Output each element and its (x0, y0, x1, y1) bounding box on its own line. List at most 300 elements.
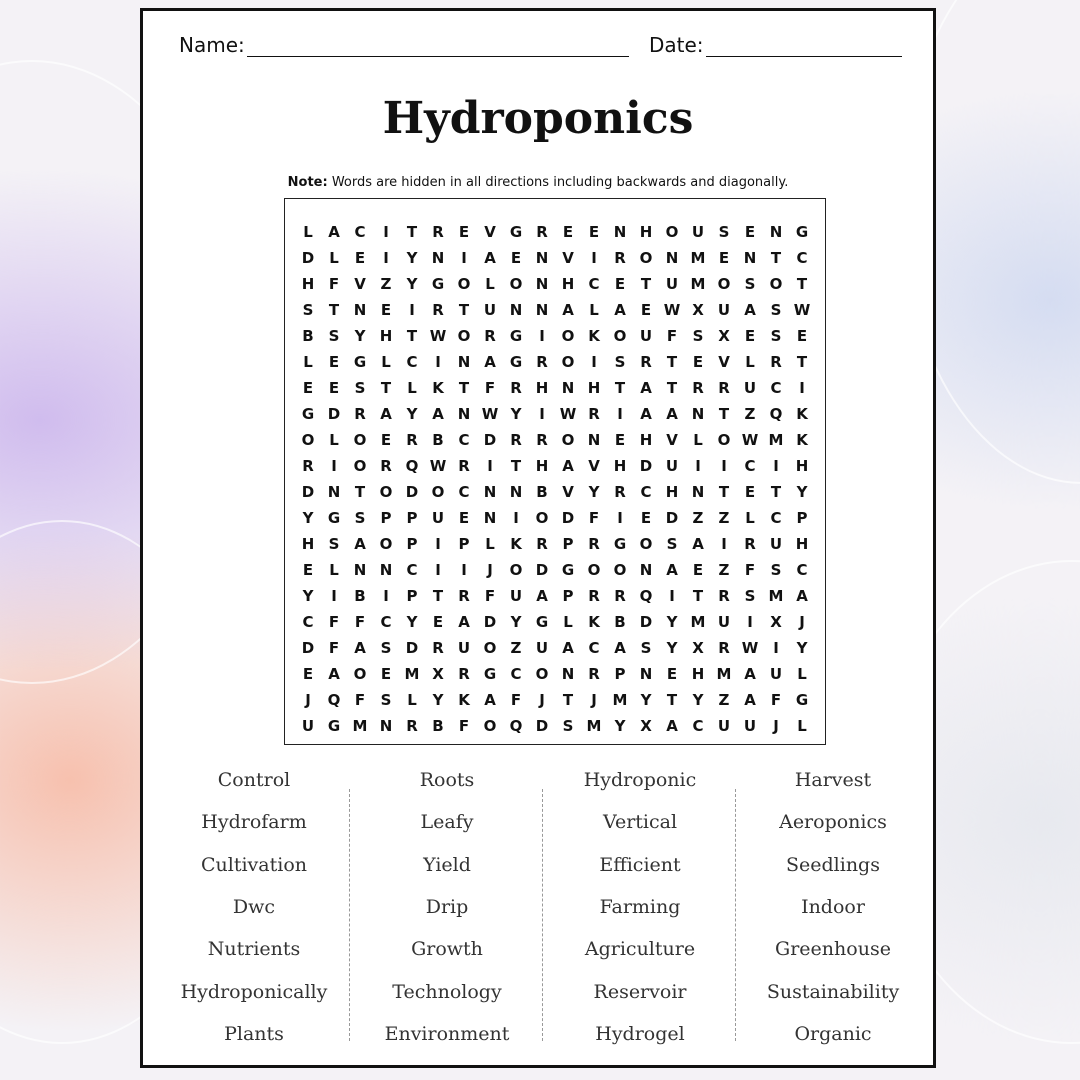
grid-letter[interactable]: T (406, 327, 418, 345)
grid-letter[interactable]: U (665, 457, 679, 475)
grid-letter[interactable]: G (327, 509, 341, 527)
grid-letter[interactable]: H (535, 379, 549, 397)
grid-letter[interactable]: E (614, 275, 626, 293)
grid-letter[interactable]: S (380, 639, 392, 657)
grid-letter[interactable]: B (432, 431, 444, 449)
grid-letter[interactable]: N (691, 483, 705, 501)
grid-letter[interactable]: C (692, 717, 704, 735)
grid-letter[interactable]: D (535, 561, 549, 579)
grid-letter[interactable]: Y (406, 405, 418, 423)
grid-letter[interactable]: I (383, 223, 389, 241)
grid-letter[interactable]: N (639, 561, 653, 579)
grid-letter[interactable]: L (745, 353, 755, 371)
grid-letter[interactable]: R (354, 405, 366, 423)
grid-letter[interactable]: Y (614, 717, 626, 735)
grid-letter[interactable]: O (717, 431, 731, 449)
grid-letter[interactable]: R (536, 535, 548, 553)
grid-letter[interactable]: E (744, 483, 756, 501)
grid-letter[interactable]: K (458, 691, 470, 709)
grid-letter[interactable]: A (640, 379, 652, 397)
grid-letter[interactable]: R (510, 431, 522, 449)
grid-letter[interactable]: E (744, 327, 756, 345)
grid-letter[interactable]: E (302, 561, 314, 579)
grid-letter[interactable]: R (588, 535, 600, 553)
grid-letter[interactable]: T (796, 275, 808, 293)
grid-letter[interactable]: N (379, 717, 393, 735)
grid-letter[interactable]: S (328, 327, 340, 345)
grid-letter[interactable]: R (718, 379, 730, 397)
grid-letter[interactable]: Z (510, 639, 522, 657)
grid-letter[interactable]: H (587, 379, 601, 397)
grid-letter[interactable]: O (483, 717, 497, 735)
grid-letter[interactable]: R (536, 431, 548, 449)
grid-letter[interactable]: C (302, 613, 314, 631)
grid-letter[interactable]: I (669, 587, 675, 605)
grid-letter[interactable]: I (617, 405, 623, 423)
grid-letter[interactable]: C (510, 665, 522, 683)
grid-letter[interactable]: C (458, 431, 470, 449)
grid-letter[interactable]: I (331, 587, 337, 605)
grid-letter[interactable]: Q (327, 691, 341, 709)
grid-letter[interactable]: G (301, 405, 315, 423)
grid-letter[interactable]: T (328, 301, 340, 319)
grid-letter[interactable]: E (614, 431, 626, 449)
grid-letter[interactable]: E (302, 665, 314, 683)
grid-letter[interactable]: R (614, 249, 626, 267)
grid-letter[interactable]: H (301, 275, 315, 293)
grid-letter[interactable]: M (404, 665, 420, 683)
grid-letter[interactable]: A (328, 223, 340, 241)
grid-letter[interactable]: W (429, 457, 447, 475)
grid-letter[interactable]: G (483, 665, 497, 683)
grid-letter[interactable]: Y (302, 587, 314, 605)
grid-letter[interactable]: G (561, 561, 575, 579)
grid-letter[interactable]: U (769, 665, 783, 683)
grid-letter[interactable]: W (559, 405, 577, 423)
grid-letter[interactable]: L (329, 561, 339, 579)
grid-letter[interactable]: G (509, 223, 523, 241)
grid-letter[interactable]: A (614, 301, 626, 319)
grid-letter[interactable]: A (796, 587, 808, 605)
grid-letter[interactable]: F (588, 509, 600, 527)
grid-letter[interactable]: A (562, 639, 574, 657)
grid-letter[interactable]: R (484, 327, 496, 345)
grid-letter[interactable]: M (716, 665, 732, 683)
grid-letter[interactable]: I (617, 509, 623, 527)
grid-letter[interactable]: V (354, 275, 366, 293)
grid-letter[interactable]: S (770, 301, 782, 319)
grid-letter[interactable]: X (692, 639, 704, 657)
grid-letter[interactable]: O (639, 249, 653, 267)
grid-letter[interactable]: I (461, 561, 467, 579)
grid-letter[interactable]: V (484, 223, 496, 241)
grid-letter[interactable]: T (770, 249, 782, 267)
grid-letter[interactable]: R (432, 639, 444, 657)
grid-letter[interactable]: X (432, 665, 444, 683)
grid-letter[interactable]: O (535, 509, 549, 527)
grid-letter[interactable]: K (796, 431, 808, 449)
grid-letter[interactable]: O (639, 535, 653, 553)
grid-letter[interactable]: L (381, 353, 391, 371)
grid-letter[interactable]: O (457, 275, 471, 293)
grid-letter[interactable]: R (432, 301, 444, 319)
grid-letter[interactable]: Y (406, 275, 418, 293)
grid-letter[interactable]: F (328, 613, 340, 631)
grid-letter[interactable]: R (432, 223, 444, 241)
grid-letter[interactable]: T (380, 379, 392, 397)
grid-letter[interactable]: R (770, 353, 782, 371)
grid-letter[interactable]: D (301, 639, 315, 657)
grid-letter[interactable]: A (744, 301, 756, 319)
grid-letter[interactable]: S (770, 327, 782, 345)
grid-letter[interactable]: S (666, 535, 678, 553)
grid-letter[interactable]: I (435, 353, 441, 371)
grid-letter[interactable]: R (588, 665, 600, 683)
grid-letter[interactable]: W (793, 301, 811, 319)
grid-letter[interactable]: V (588, 457, 600, 475)
grid-letter[interactable]: E (458, 223, 470, 241)
grid-letter[interactable]: I (409, 301, 415, 319)
grid-letter[interactable]: A (458, 613, 470, 631)
grid-letter[interactable]: E (328, 353, 340, 371)
grid-letter[interactable]: W (663, 301, 681, 319)
grid-letter[interactable]: A (614, 639, 626, 657)
grid-letter[interactable]: N (483, 509, 497, 527)
grid-letter[interactable]: A (666, 717, 678, 735)
grid-letter[interactable]: U (743, 379, 757, 397)
grid-letter[interactable]: F (484, 587, 496, 605)
grid-letter[interactable]: M (690, 613, 706, 631)
grid-letter[interactable]: O (431, 483, 445, 501)
grid-letter[interactable]: N (535, 249, 549, 267)
grid-letter[interactable]: O (353, 431, 367, 449)
grid-letter[interactable]: P (562, 535, 574, 553)
grid-letter[interactable]: S (744, 275, 756, 293)
grid-letter[interactable]: R (614, 587, 626, 605)
grid-letter[interactable]: B (536, 483, 548, 501)
grid-letter[interactable]: S (718, 223, 730, 241)
grid-letter[interactable]: I (487, 457, 493, 475)
grid-letter[interactable]: N (691, 405, 705, 423)
grid-letter[interactable]: C (796, 249, 808, 267)
grid-letter[interactable]: O (509, 561, 523, 579)
grid-letter[interactable]: C (458, 483, 470, 501)
grid-letter[interactable]: F (510, 691, 522, 709)
grid-letter[interactable]: T (666, 353, 678, 371)
grid-letter[interactable]: A (692, 535, 704, 553)
grid-letter[interactable]: E (380, 431, 392, 449)
grid-letter[interactable]: O (353, 665, 367, 683)
grid-letter[interactable]: G (327, 717, 341, 735)
grid-letter[interactable]: N (457, 353, 471, 371)
grid-letter[interactable]: O (535, 665, 549, 683)
grid-letter[interactable]: R (588, 587, 600, 605)
grid-letter[interactable]: R (718, 639, 730, 657)
grid-letter[interactable]: O (561, 327, 575, 345)
grid-letter[interactable]: F (328, 275, 340, 293)
grid-letter[interactable]: H (613, 457, 627, 475)
grid-letter[interactable]: S (354, 379, 366, 397)
grid-letter[interactable]: Y (302, 509, 314, 527)
grid-letter[interactable]: Y (796, 639, 808, 657)
grid-letter[interactable]: I (513, 509, 519, 527)
grid-letter[interactable]: Z (718, 561, 730, 579)
grid-letter[interactable]: T (458, 301, 470, 319)
grid-letter[interactable]: I (591, 353, 597, 371)
grid-letter[interactable]: U (431, 509, 445, 527)
grid-letter[interactable]: F (328, 639, 340, 657)
grid-letter[interactable]: R (588, 405, 600, 423)
grid-letter[interactable]: R (380, 457, 392, 475)
grid-letter[interactable]: W (741, 639, 759, 657)
grid-letter[interactable]: I (721, 535, 727, 553)
grid-letter[interactable]: C (354, 223, 366, 241)
grid-letter[interactable]: E (328, 379, 340, 397)
grid-letter[interactable]: U (301, 717, 315, 735)
grid-letter[interactable]: Y (510, 613, 522, 631)
grid-letter[interactable]: G (613, 535, 627, 553)
grid-letter[interactable]: D (327, 405, 341, 423)
grid-letter[interactable]: E (432, 613, 444, 631)
grid-letter[interactable]: Z (380, 275, 392, 293)
grid-letter[interactable]: R (458, 665, 470, 683)
grid-letter[interactable]: I (747, 613, 753, 631)
grid-letter[interactable]: N (561, 665, 575, 683)
grid-letter[interactable]: T (666, 379, 678, 397)
grid-letter[interactable]: R (406, 717, 418, 735)
grid-letter[interactable]: G (509, 327, 523, 345)
grid-letter[interactable]: D (535, 717, 549, 735)
grid-letter[interactable]: N (587, 431, 601, 449)
grid-letter[interactable]: S (302, 301, 314, 319)
grid-letter[interactable]: P (406, 535, 418, 553)
grid-letter[interactable]: E (666, 665, 678, 683)
grid-letter[interactable]: L (797, 665, 807, 683)
grid-letter[interactable]: C (640, 483, 652, 501)
grid-letter[interactable]: P (380, 509, 392, 527)
grid-letter[interactable]: H (561, 275, 575, 293)
grid-letter[interactable]: U (535, 639, 549, 657)
grid-letter[interactable]: E (718, 249, 730, 267)
grid-letter[interactable]: L (563, 613, 573, 631)
grid-letter[interactable]: D (405, 639, 419, 657)
grid-letter[interactable]: F (458, 717, 470, 735)
grid-letter[interactable]: Y (432, 691, 444, 709)
grid-letter[interactable]: U (639, 327, 653, 345)
grid-letter[interactable]: S (692, 327, 704, 345)
grid-letter[interactable]: R (692, 379, 704, 397)
grid-letter[interactable]: D (405, 483, 419, 501)
grid-letter[interactable]: E (796, 327, 808, 345)
grid-letter[interactable]: L (693, 431, 703, 449)
grid-letter[interactable]: R (614, 483, 626, 501)
grid-letter[interactable]: W (481, 405, 499, 423)
grid-letter[interactable]: E (354, 249, 366, 267)
grid-letter[interactable]: J (539, 691, 545, 709)
grid-letter[interactable]: D (561, 509, 575, 527)
grid-letter[interactable]: O (613, 327, 627, 345)
grid-letter[interactable]: P (406, 587, 418, 605)
grid-letter[interactable]: E (588, 223, 600, 241)
grid-letter[interactable]: T (458, 379, 470, 397)
grid-letter[interactable]: T (614, 379, 626, 397)
grid-letter[interactable]: O (769, 275, 783, 293)
grid-letter[interactable]: M (352, 717, 368, 735)
grid-letter[interactable]: X (770, 613, 782, 631)
grid-letter[interactable]: U (665, 275, 679, 293)
grid-letter[interactable]: L (407, 379, 417, 397)
grid-letter[interactable]: M (690, 249, 706, 267)
grid-letter[interactable]: H (691, 665, 705, 683)
grid-letter[interactable]: M (586, 717, 602, 735)
grid-letter[interactable]: E (510, 249, 522, 267)
grid-letter[interactable]: A (666, 561, 678, 579)
grid-letter[interactable]: Y (640, 691, 652, 709)
grid-letter[interactable]: L (329, 431, 339, 449)
grid-letter[interactable]: C (380, 613, 392, 631)
grid-letter[interactable]: N (353, 301, 367, 319)
date-line[interactable] (706, 34, 902, 57)
grid-letter[interactable]: J (305, 691, 311, 709)
grid-letter[interactable]: I (695, 457, 701, 475)
grid-letter[interactable]: O (483, 639, 497, 657)
grid-letter[interactable]: L (303, 353, 313, 371)
grid-letter[interactable]: S (640, 639, 652, 657)
grid-letter[interactable]: I (461, 249, 467, 267)
grid-letter[interactable]: D (483, 613, 497, 631)
grid-letter[interactable]: W (741, 431, 759, 449)
grid-letter[interactable]: I (435, 561, 441, 579)
grid-letter[interactable]: I (383, 587, 389, 605)
grid-letter[interactable]: O (509, 275, 523, 293)
grid-letter[interactable]: H (639, 431, 653, 449)
grid-letter[interactable]: A (744, 691, 756, 709)
grid-letter[interactable]: D (483, 431, 497, 449)
grid-letter[interactable]: O (561, 353, 575, 371)
grid-letter[interactable]: W (429, 327, 447, 345)
grid-letter[interactable]: E (640, 509, 652, 527)
grid-letter[interactable]: T (692, 587, 704, 605)
grid-letter[interactable]: U (717, 301, 731, 319)
grid-letter[interactable]: A (432, 405, 444, 423)
grid-letter[interactable]: F (484, 379, 496, 397)
grid-letter[interactable]: E (458, 509, 470, 527)
grid-letter[interactable]: T (770, 483, 782, 501)
grid-letter[interactable]: J (773, 717, 779, 735)
grid-letter[interactable]: J (799, 613, 805, 631)
grid-letter[interactable]: L (485, 535, 495, 553)
grid-letter[interactable]: I (539, 405, 545, 423)
grid-letter[interactable]: A (640, 405, 652, 423)
grid-letter[interactable]: J (487, 561, 493, 579)
grid-letter[interactable]: G (795, 691, 809, 709)
grid-letter[interactable]: A (666, 405, 678, 423)
grid-letter[interactable]: S (328, 535, 340, 553)
grid-letter[interactable]: U (691, 223, 705, 241)
grid-letter[interactable]: Y (354, 327, 366, 345)
grid-letter[interactable]: C (406, 561, 418, 579)
grid-letter[interactable]: U (509, 587, 523, 605)
grid-letter[interactable]: I (799, 379, 805, 397)
grid-letter[interactable]: K (432, 379, 444, 397)
grid-letter[interactable]: E (380, 665, 392, 683)
grid-letter[interactable]: V (562, 249, 574, 267)
grid-letter[interactable]: O (379, 483, 393, 501)
grid-letter[interactable]: R (744, 535, 756, 553)
grid-letter[interactable]: H (795, 457, 809, 475)
grid-letter[interactable]: E (380, 301, 392, 319)
grid-letter[interactable]: Q (769, 405, 783, 423)
grid-letter[interactable]: F (770, 691, 782, 709)
grid-letter[interactable]: U (483, 301, 497, 319)
grid-letter[interactable]: S (744, 587, 756, 605)
grid-letter[interactable]: G (431, 275, 445, 293)
grid-letter[interactable]: I (383, 249, 389, 267)
grid-letter[interactable]: D (639, 613, 653, 631)
grid-letter[interactable]: P (458, 535, 470, 553)
grid-letter[interactable]: O (379, 535, 393, 553)
grid-letter[interactable]: X (640, 717, 652, 735)
grid-letter[interactable]: R (536, 223, 548, 241)
grid-letter[interactable]: U (769, 535, 783, 553)
grid-letter[interactable]: L (303, 223, 313, 241)
grid-letter[interactable]: Q (509, 717, 523, 735)
grid-letter[interactable]: G (795, 223, 809, 241)
grid-letter[interactable]: T (666, 691, 678, 709)
grid-letter[interactable]: T (718, 405, 730, 423)
grid-letter[interactable]: V (718, 353, 730, 371)
grid-letter[interactable]: I (591, 249, 597, 267)
grid-letter[interactable]: R (302, 457, 314, 475)
grid-letter[interactable]: V (666, 431, 678, 449)
grid-letter[interactable]: Z (718, 509, 730, 527)
grid-letter[interactable]: N (535, 301, 549, 319)
grid-letter[interactable]: E (562, 223, 574, 241)
grid-letter[interactable]: L (329, 249, 339, 267)
grid-letter[interactable]: A (744, 665, 756, 683)
grid-letter[interactable]: C (406, 353, 418, 371)
grid-letter[interactable]: H (665, 483, 679, 501)
grid-letter[interactable]: O (613, 561, 627, 579)
grid-letter[interactable]: V (562, 483, 574, 501)
grid-letter[interactable]: T (354, 483, 366, 501)
grid-letter[interactable]: E (692, 561, 704, 579)
grid-letter[interactable]: O (301, 431, 315, 449)
grid-letter[interactable]: Z (718, 691, 730, 709)
grid-letter[interactable]: A (328, 665, 340, 683)
grid-letter[interactable]: N (327, 483, 341, 501)
grid-letter[interactable]: D (639, 457, 653, 475)
grid-letter[interactable]: A (562, 457, 574, 475)
grid-letter[interactable]: B (354, 587, 366, 605)
grid-letter[interactable]: Y (588, 483, 600, 501)
grid-letter[interactable]: H (535, 457, 549, 475)
grid-letter[interactable]: Y (510, 405, 522, 423)
grid-letter[interactable]: N (431, 249, 445, 267)
grid-letter[interactable]: U (743, 717, 757, 735)
grid-letter[interactable]: P (562, 587, 574, 605)
grid-letter[interactable]: N (379, 561, 393, 579)
grid-letter[interactable]: L (589, 301, 599, 319)
grid-letter[interactable]: M (768, 431, 784, 449)
grid-letter[interactable]: I (539, 327, 545, 345)
grid-letter[interactable]: B (614, 613, 626, 631)
grid-letter[interactable]: K (510, 535, 522, 553)
grid-letter[interactable]: A (354, 535, 366, 553)
grid-letter[interactable]: K (796, 405, 808, 423)
grid-letter[interactable]: S (380, 691, 392, 709)
grid-letter[interactable]: Y (666, 639, 678, 657)
